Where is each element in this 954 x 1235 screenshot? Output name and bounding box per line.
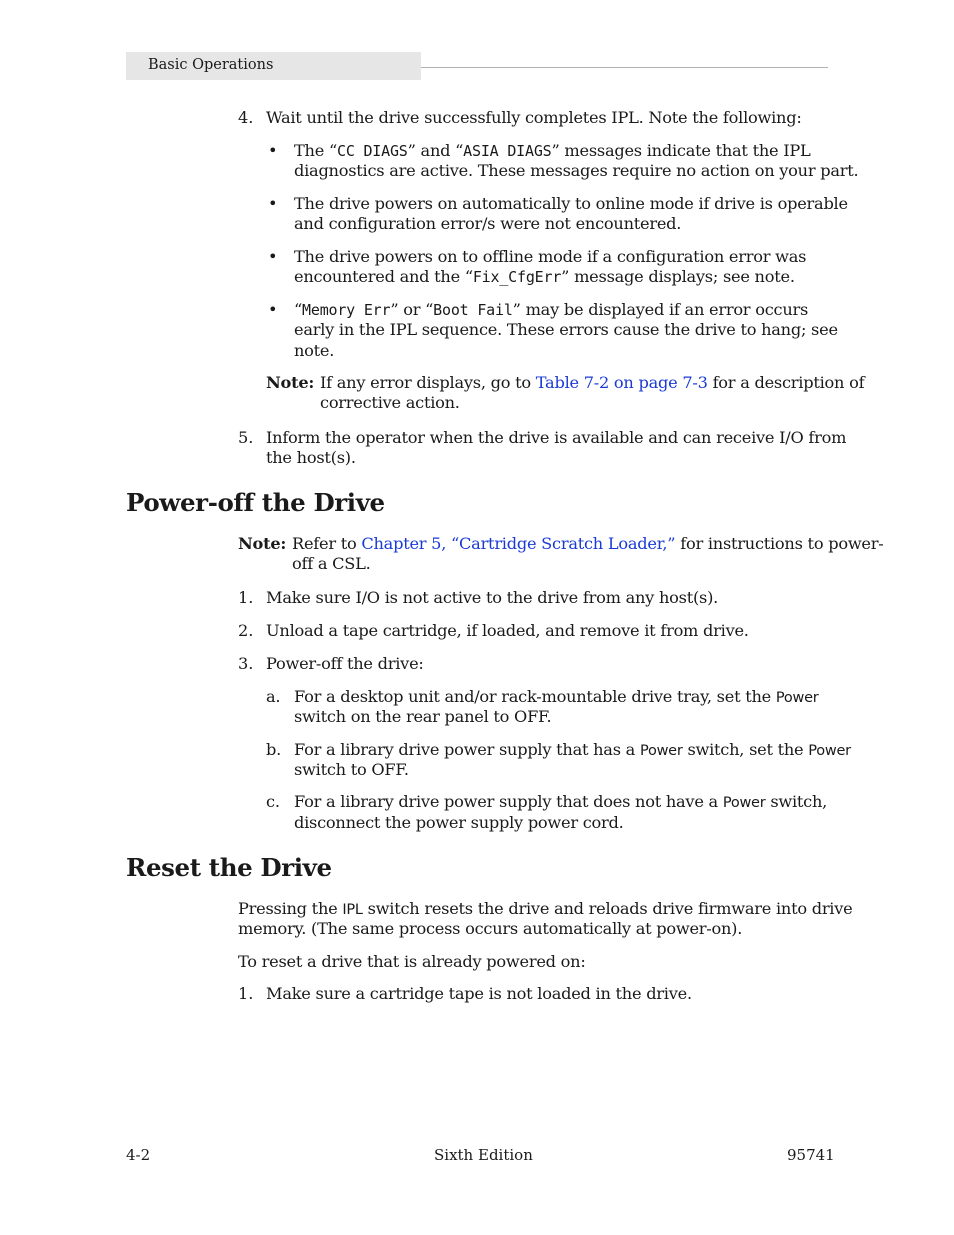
- paragraph: To reset a drive that is already powered on:: [238, 952, 586, 971]
- page-number: 4-2: [126, 1146, 151, 1164]
- step-number: 5.: [238, 428, 254, 447]
- step-text: Power-off the drive:: [266, 654, 424, 673]
- bullet-item: “Memory Err” or “Boot Fail” may be displayed if an error occurs: [294, 300, 809, 319]
- bullet-item-line: diagnostics are active. These messages require no action on your part.: [294, 161, 859, 180]
- step-text: Inform the operator when the drive is available and can receive I/O from: [266, 428, 847, 447]
- section-heading-power-off: Power-off the Drive: [126, 488, 385, 517]
- substep-text: For a library drive power supply that does not have a Power switch,: [294, 792, 828, 811]
- substep-letter: c.: [266, 792, 280, 811]
- substep-text-line: switch on the rear panel to OFF.: [294, 707, 552, 726]
- bullet-icon: •: [268, 247, 278, 266]
- bullet-icon: •: [268, 300, 278, 319]
- substep-text-line: switch to OFF.: [294, 760, 409, 779]
- substep-text-line: disconnect the power supply power cord.: [294, 813, 624, 832]
- table-link[interactable]: Table 7-2 on page 7-3: [535, 373, 708, 392]
- note-label: Note:: [238, 534, 287, 553]
- bullet-item: The drive powers on automatically to online mode if drive is operable: [294, 194, 848, 213]
- bullet-item-line: early in the IPL sequence. These errors cause the drive to hang; see: [294, 320, 838, 339]
- running-header: Basic Operations: [148, 57, 274, 73]
- note-text-line: off a CSL.: [292, 554, 371, 573]
- substep-text: For a desktop unit and/or rack-mountable drive tray, set the Power: [294, 687, 819, 706]
- header-rule: [421, 67, 828, 68]
- note-label: Note:: [266, 373, 315, 392]
- step-text-line: the host(s).: [266, 448, 356, 467]
- step-number: 1.: [238, 984, 254, 1003]
- bullet-item-line: and configuration error/s were not encountered.: [294, 214, 682, 233]
- paragraph-line: memory. (The same process occurs automatically at power-on).: [238, 919, 743, 938]
- step-number: 4.: [238, 108, 254, 127]
- note-text-line: corrective action.: [320, 393, 460, 412]
- step-text: Unload a tape cartridge, if loaded, and remove it from drive.: [266, 621, 749, 640]
- document-number: 95741: [787, 1146, 835, 1164]
- substep-letter: b.: [266, 740, 282, 759]
- substep-letter: a.: [266, 687, 281, 706]
- bullet-item-line: encountered and the “Fix_CfgErr” message displays; see note.: [294, 267, 795, 286]
- note-text: If any error displays, go to Table 7-2 on page 7-3 for a description of: [320, 373, 865, 392]
- step-number: 2.: [238, 621, 254, 640]
- bullet-item: The drive powers on to offline mode if a configuration error was: [294, 247, 807, 266]
- step-text: Make sure a cartridge tape is not loaded in the drive.: [266, 984, 692, 1003]
- substep-text: For a library drive power supply that has a Power switch, set the Power: [294, 740, 851, 759]
- paragraph: Pressing the IPL switch resets the drive and reloads drive firmware into drive: [238, 899, 853, 918]
- bullet-item-line: note.: [294, 341, 335, 360]
- bullet-item: The “CC DIAGS” and “ASIA DIAGS” messages indicate that the IPL: [294, 141, 811, 160]
- bullet-icon: •: [268, 141, 278, 160]
- step-number: 1.: [238, 588, 254, 607]
- edition: Sixth Edition: [434, 1146, 533, 1164]
- section-heading-reset: Reset the Drive: [126, 853, 332, 882]
- step-number: 3.: [238, 654, 254, 673]
- note-text: Refer to Chapter 5, “Cartridge Scratch Loader,” for instructions to power-: [292, 534, 884, 553]
- step-text: Wait until the drive successfully completes IPL. Note the following:: [266, 108, 802, 127]
- chapter-link[interactable]: Chapter 5, “Cartridge Scratch Loader,”: [361, 534, 676, 553]
- bullet-icon: •: [268, 194, 278, 213]
- step-text: Make sure I/O is not active to the drive from any host(s).: [266, 588, 719, 607]
